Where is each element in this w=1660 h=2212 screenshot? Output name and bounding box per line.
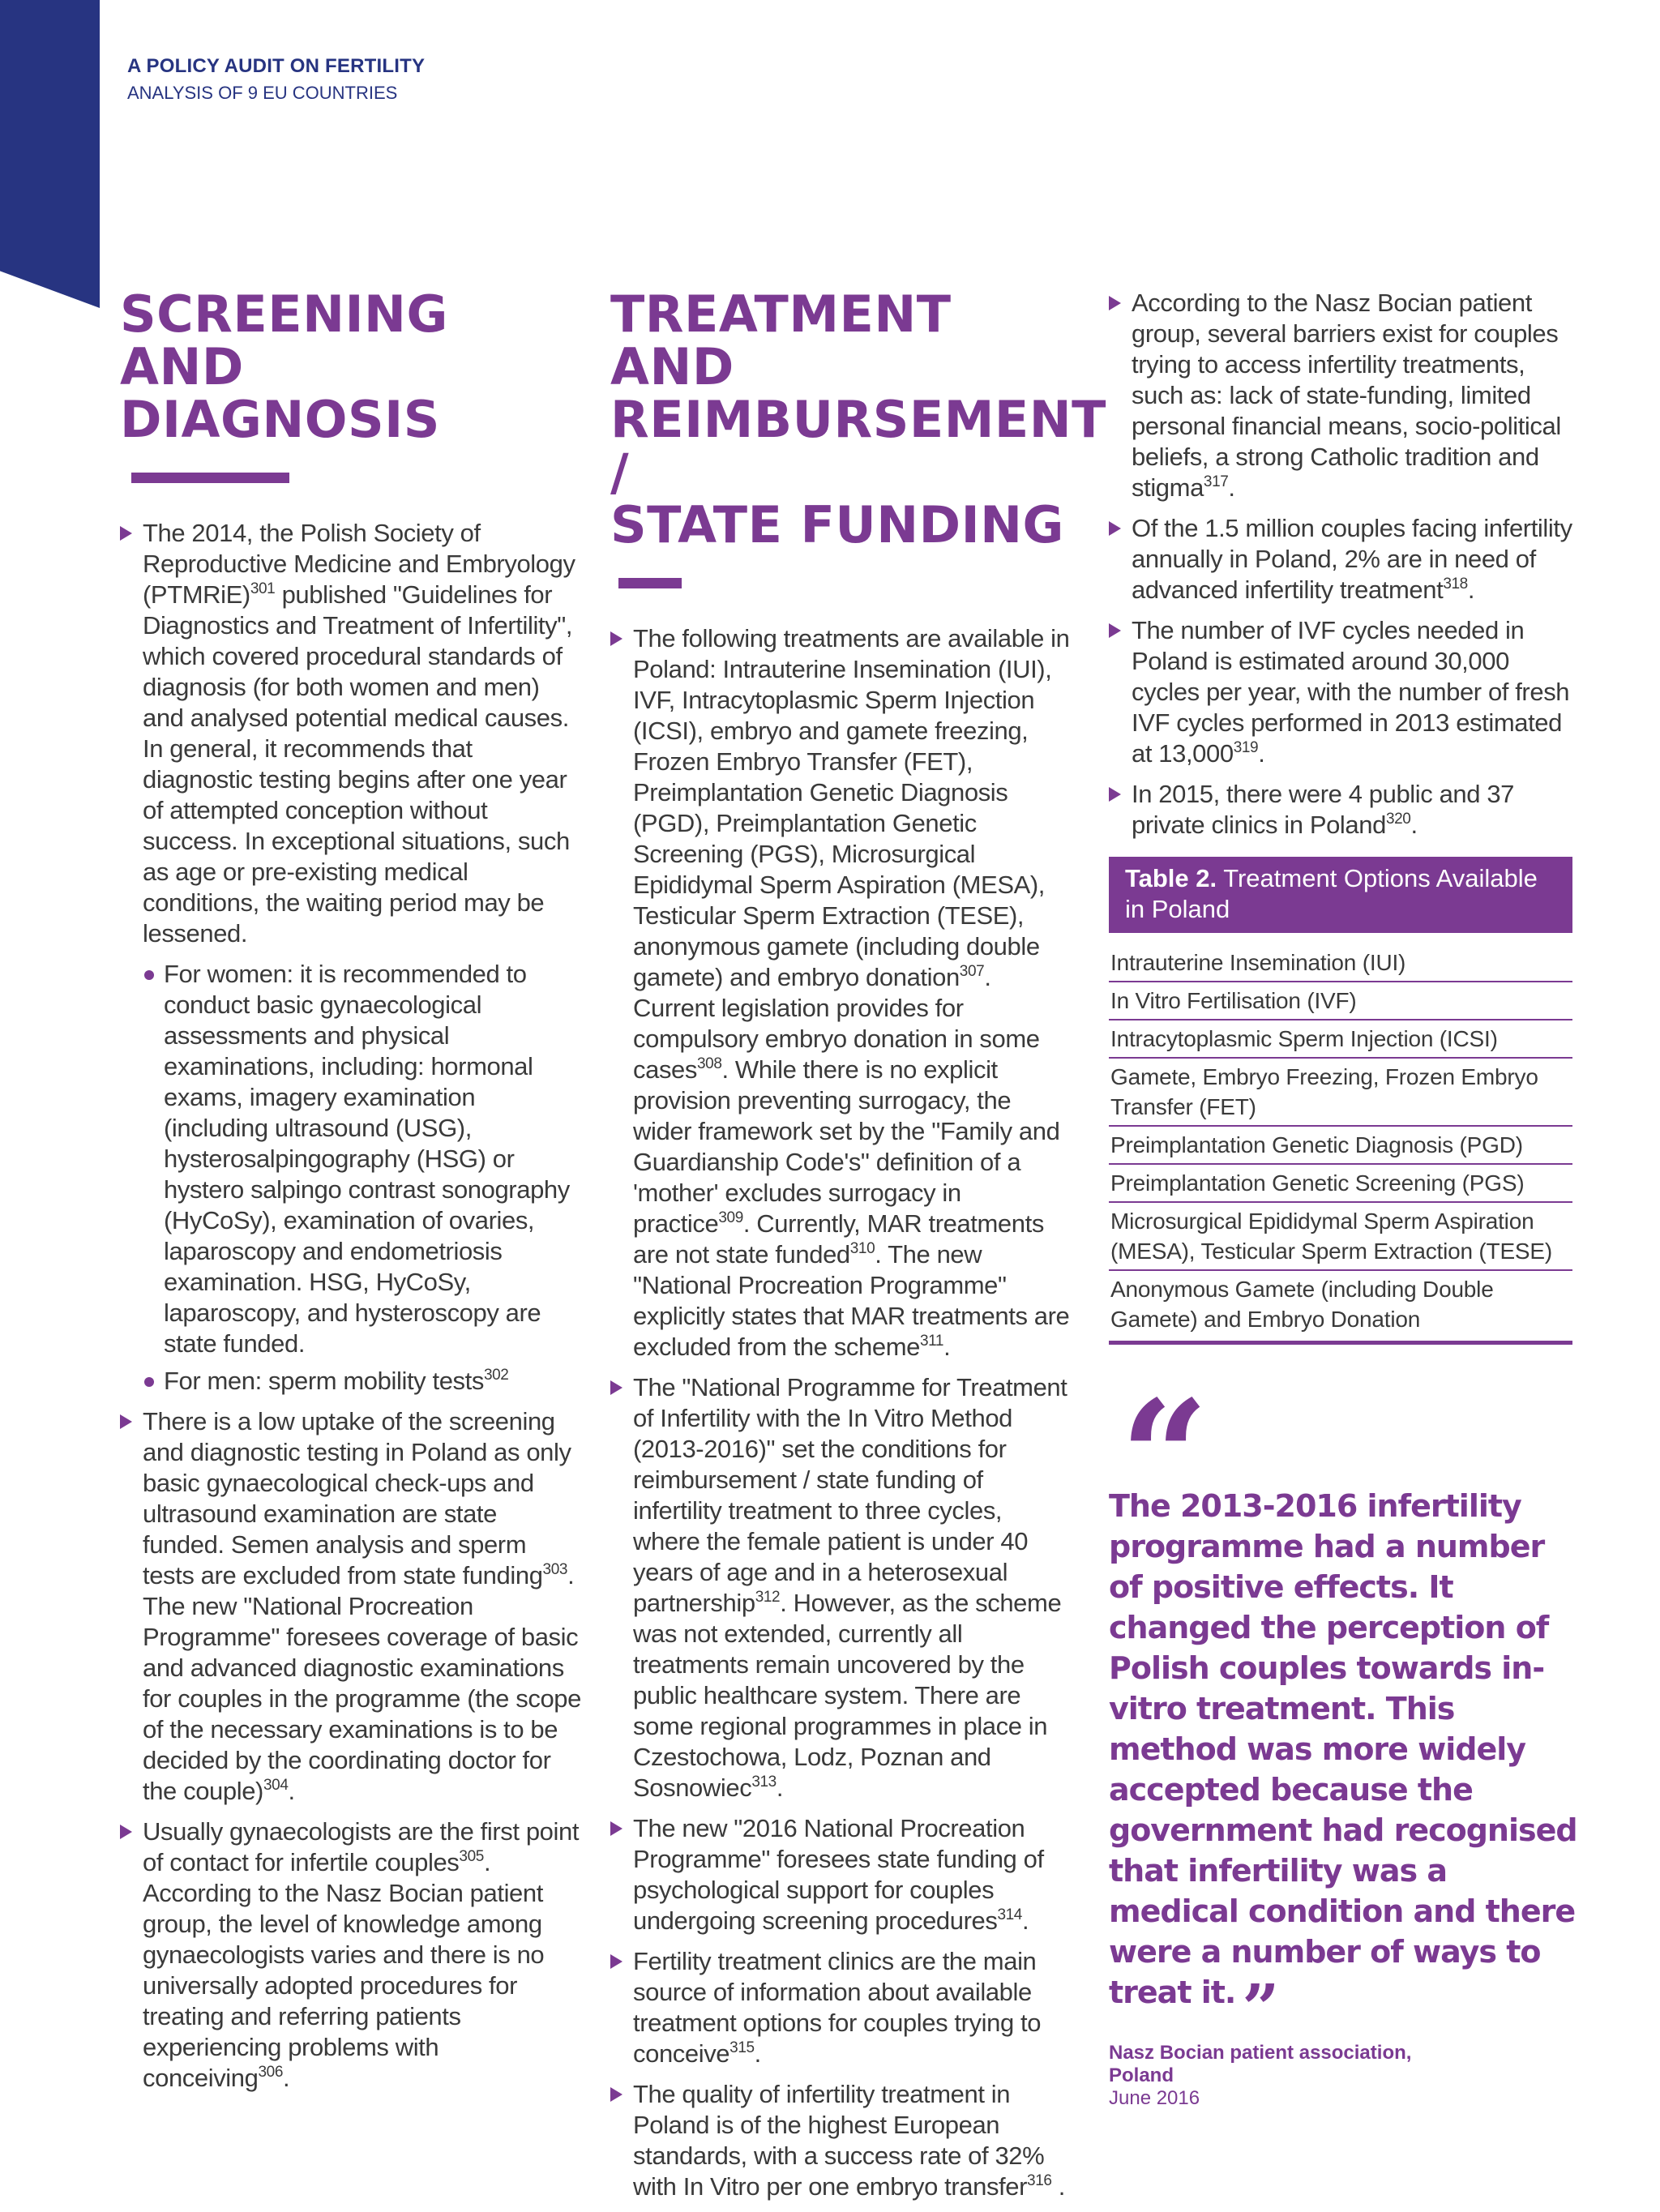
arrow-bullet-icon (120, 1414, 132, 1429)
treatment-section (610, 285, 1106, 2212)
list-item: The 2014, the Polish Society of Reproductive Medicine and Embryology (PTMRiE)$^{301}$ published "Guidelines for Diagnostics and Treatment of Infertility", which covered procedural standards of diagnosis (for both women and men) and analysed potential medical causes. In general, it recommends that diagnostic testing begins after one year of attempted conception without success. In exceptional situations, such as age or pre-existing medical conditions, the waiting period may be lessened. For women: it is recommended to conduct basic gynaecological assessments and physical examinations, including: hormonal exams, imagery examination (including ultrasound (USG), hysterosalpingography (HSG) or hystero salpingo contrast sonography (HyCoSy), examination of ovaries, laparoscopy and endometriosis examination. HSG, HyCoSy, laparoscopy, and hysteroscopy are state funded. For men: sperm mobility tests$^{302}$ (120, 518, 582, 1397)
dot-bullet-icon (144, 1377, 154, 1387)
treatment-list (610, 623, 1072, 2202)
quote-date: June 2016 (1109, 2087, 1200, 2109)
arrow-bullet-icon (1109, 623, 1121, 638)
treatment-options-table (1109, 857, 1572, 1345)
table-row: Anonymous Gamete (including Double Gamete) and Embryo Donation (1109, 1271, 1572, 1345)
list-item: The quality of infertility treatment in Poland is of the highest European standards, with a success rate of 32% with In Vitro per one embryo transfer$^{316}$ . (610, 2079, 1072, 2202)
table-row: Intracytoplasmic Sperm Injection (ICSI) (1109, 1020, 1572, 1059)
close-quote-icon: ” (1242, 1970, 1279, 2046)
list-item: The "National Programme for Treatment of Infertility with the In Vitro Method (2013-2016)" set the conditions for reimbursement / state funding of infertility treatment to three cycles, where the female patient is under 40 years of age and in a heterosexual partnership$^{312}$. However, as the scheme was not extended, currently all treatments remain uncovered by the public healthcare system. There are some regional programmes in place in Czestochowa, Lodz, Poznan and Sosnowiec$^{313}$. (610, 1372, 1072, 1803)
arrow-bullet-icon (120, 526, 132, 541)
list-item: The number of IVF cycles needed in Poland is estimated around 30,000 cycles per year, with the number of fresh IVF cycles performed in 2013 estimated at 13,000$^{319}$. (1109, 615, 1579, 769)
arrow-bullet-icon (610, 631, 622, 646)
table-body (1109, 933, 1572, 1345)
open-quote-icon: “ (1120, 1367, 1209, 1547)
list-item: There is a low uptake of the screening and diagnostic testing in Poland as only basic gynaecological check-ups and ultrasound examination are state funded. Semen analysis and sperm tests are excluded from state funding$^{303}$. The new "National Procreation Programme" foresees coverage of basic and advanced diagnostic examinations for couples in the programme (the scope of the necessary examinations is to be decided by the coordinating doctor for the couple)$^{304}$. (120, 1406, 582, 1807)
list-item: According to the Nasz Bocian patient group, several barriers exist for couples trying to access infertility treatments, such as: lack of state-funding, limited personal financial means, socio-political beliefs, a strong Catholic tradition and stigma$^{317}$. (1109, 288, 1579, 503)
screening-heading: SCREENING AND DIAGNOSIS (120, 288, 582, 498)
running-header (127, 55, 425, 104)
table-row: In Vitro Fertilisation (IVF) (1109, 982, 1572, 1020)
arrow-bullet-icon (120, 1825, 132, 1839)
arrow-bullet-icon (610, 1954, 622, 1969)
treatment-heading: TREATMENT AND REIMBURSEMENT / STATE FUNDING (610, 288, 1072, 604)
report-title: A POLICY AUDIT ON FERTILITY (127, 55, 426, 77)
arrow-bullet-icon (610, 1821, 622, 1836)
arrow-bullet-icon (1109, 787, 1121, 802)
arrow-bullet-icon (1109, 296, 1121, 310)
list-item: Of the 1.5 million couples facing infertility annually in Poland, 2% are in need of advanced infertility treatment$^{318}$. (1109, 513, 1579, 605)
report-subtitle: ANALYSIS OF 9 EU COUNTRIES (127, 83, 398, 103)
screening-section (120, 285, 582, 2103)
list-item: In 2015, there were 4 public and 37 private clinics in Poland$^{320}$. (1109, 779, 1579, 841)
table-row: Preimplantation Genetic Screening (PGS) (1109, 1165, 1572, 1203)
heading-dash (618, 578, 682, 588)
list-item: The new "2016 National Procreation Programme" foresees state funding of psychological support for couples undergoing screening procedures$^{314}$. (610, 1813, 1072, 1936)
barriers-section (1109, 288, 1579, 2110)
list-item: For women: it is recommended to conduct basic gynaecological assessments and physical examinations, including: hormonal exams, imagery examination (including ultrasound (USG), hysterosalpingography (HSG) or hystero salpingo contrast sonography (HyCoSy), examination of ovaries, laparoscopy and endometriosis examination. HSG, HyCoSy, laparoscopy, and hysteroscopy are state funded. (143, 959, 582, 1359)
pull-quote (1109, 1367, 1579, 2110)
arrow-bullet-icon (1109, 521, 1121, 536)
quote-text: The 2013-2016 infertility programme had a number of positive effects. It changed the perception of Polish couples towards in-vitro treatment. This method was more widely accepted because the government had recognised that infertility was a medical condition and there were a number of ways to treat it. ” (1109, 1488, 1577, 2046)
screening-list (120, 518, 582, 2094)
list-item: The following treatments are available in Poland: Intrauterine Insemination (IUI), IVF, Intracytoplasmic Sperm Injection (ICSI), embryo and gamete freezing, Frozen Embryo Transfer (FET), Preimplantation Genetic Diagnosis (PGD), Preimplantation Genetic Screening (PGS), Microsurgical Epididymal Sperm Aspiration (MESA), Testicular Sperm Extraction (TESE), anonymous gamete (including double gamete) and embryo donation$^{307}$. Current legislation provides for compulsory embryo donation in some cases$^{308}$. While there is no explicit provision preventing surrogacy, the wider framework set by the "Family and Guardianship Code's" definition of a 'mother' excludes surrogacy in practice$^{309}$. Currently, MAR treatments are not state funded$^{310}$. The new "National Procreation Programme" explicitly states that MAR treatments are excluded from the scheme$^{311}$. (610, 623, 1072, 1363)
corner-decoration (0, 0, 100, 308)
table-row: Microsurgical Epididymal Sperm Aspiration (MESA), Testicular Sperm Extraction (TESE) (1109, 1203, 1572, 1271)
quote-attribution: Nasz Bocian patient association, Poland June 2016 (1109, 2042, 1579, 2110)
screening-sublist (143, 959, 582, 1397)
list-item: For men: sperm mobility tests$^{302}$ (143, 1366, 582, 1397)
table-row: Preimplantation Genetic Diagnosis (PGD) (1109, 1127, 1572, 1165)
barriers-list (1109, 288, 1579, 841)
heading-dash (131, 473, 289, 483)
arrow-bullet-icon (610, 1380, 622, 1395)
dot-bullet-icon (144, 970, 154, 980)
table-row: Gamete, Embryo Freezing, Frozen Embryo Transfer (FET) (1109, 1059, 1572, 1127)
list-item: Usually gynaecologists are the first point of contact for infertile couples$^{305}$. According to the Nasz Bocian patient group, the level of knowledge among gynaecologists varies and there is no universally adopted procedures for treating and referring patients experiencing problems with conceiving$^{306}$. (120, 1816, 582, 2094)
arrow-bullet-icon (610, 2087, 622, 2102)
table-row: Intrauterine Insemination (IUI) (1109, 944, 1572, 982)
table-caption: Table 2. Treatment Options Available in Poland (1109, 857, 1572, 933)
list-item: Fertility treatment clinics are the main source of information about available treatment options for couples trying to conceive$^{315}$. (610, 1946, 1072, 2069)
